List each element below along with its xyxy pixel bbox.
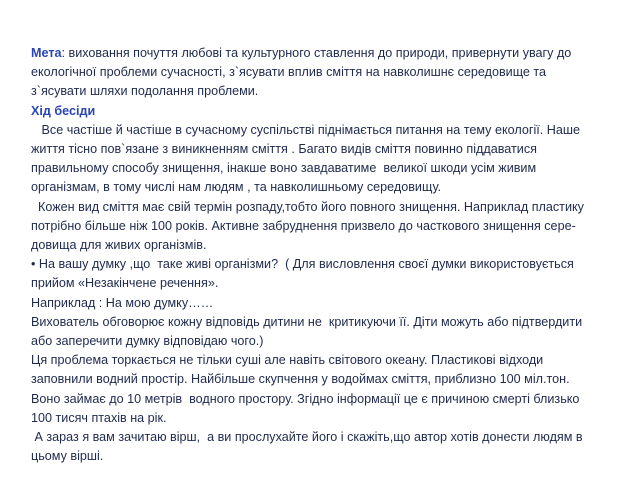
body-line: Ця проблема торкається не тільки суші але навіть світового океану. Пластикові відходи (31, 353, 544, 368)
body-line: або заперечити думку відповідаю чого.) (31, 334, 264, 349)
body-line: Воно займає до 10 метрів водного простору. Згідно інформації це є причиною смерті близько (31, 391, 580, 406)
body-line: Все частіше й частіше в сучасному суспільстві піднімається питання на тему екології. Наше (31, 122, 580, 137)
body-line: прийом «Незакінчене речення». (31, 276, 219, 291)
body-line: цьому вірші. (31, 449, 104, 464)
slide-text (31, 44, 609, 466)
body-line: 100 тисяч птахів на рік. (31, 410, 167, 425)
body-line: Вихователь обговорює кожну відповідь дитини не критикуючи її. Діти можуть або підтвердити (31, 314, 583, 329)
body-line: життя тісно пов`язане з виникненням сміття . Багато видів сміття повинно піддаватися (31, 142, 537, 157)
goal-label: Мета (31, 46, 62, 60)
body-line: організмам, в тому числі нам людям , та навколишньому середовищу. (31, 180, 441, 195)
section-heading: Хід бесіди (31, 103, 96, 118)
body-line: Кожен вид сміття має свій термін розпаду,тобто його повного знищення. Наприклад пластику (31, 199, 584, 214)
body-line: потрібно більше ніж 100 років. Активне забруднення призвело до часткового знищення сере- (31, 218, 576, 233)
goal-text-line: екологічної проблеми сучасності, з`ясувати вплив сміття на навколишнє середовище та (31, 65, 547, 80)
body-line: довища для живих організмів. (31, 238, 207, 253)
goal-line (31, 44, 609, 63)
body-line: А зараз я вам зачитаю вірш, а ви прослухайте його і скажіть,що автор хотів донести людям в (31, 430, 583, 445)
goal-text: : виховання почуття любові та культурного ставлення до природи, привернути увагу до (61, 46, 572, 60)
goal-text-line: з`ясувати шляхи подолання проблеми. (31, 84, 259, 99)
body-line: • На вашу думку ,що таке живі організми? ( Для висловлення своєї думки використовується (31, 257, 574, 272)
body-line: правильному способу знищення, інакше воно завдаватиме великої шкоди усім живим (31, 161, 537, 176)
body-line: заповнили водний простір. Найбільше скупчення у водоймах сміття, приблизно 100 міл.тон. (31, 372, 570, 387)
body-line: Наприклад : На мою думку…… (31, 295, 214, 310)
